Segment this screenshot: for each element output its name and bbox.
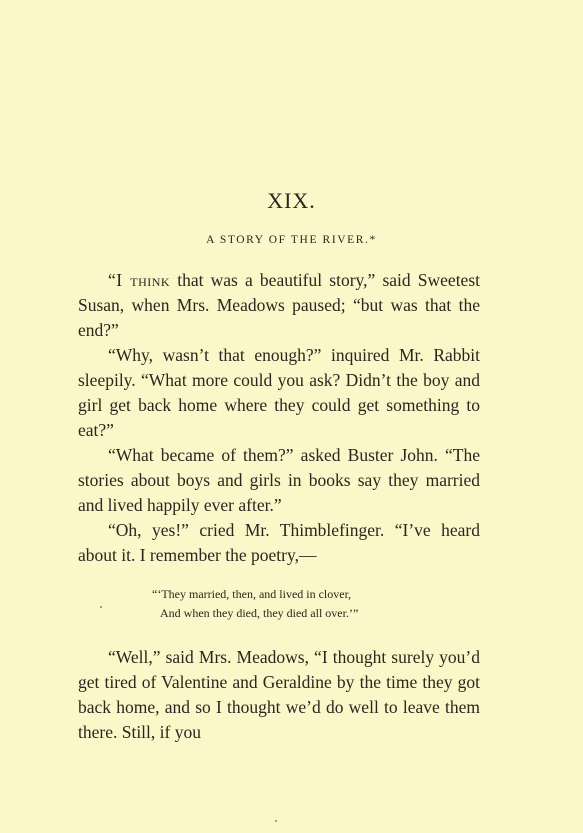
paragraph-4: “Oh, yes!” cried Mr. Thimblefinger. “I’ve heard about it. I remember the poetry,—	[78, 520, 480, 565]
paragraph-1-lead: “I think	[108, 270, 171, 290]
verse-quote	[152, 585, 480, 623]
ink-speck	[100, 606, 102, 608]
body-text	[78, 268, 480, 745]
verse-line-1: “‘They married, then, and lived in clover,	[152, 587, 352, 601]
paragraph-1-text: that was a beautiful story,” said Sweetest Susan, when Mrs. Meadows paused; “but was that the end?”	[78, 270, 480, 340]
chapter-title: A STORY OF THE RIVER.*	[206, 234, 377, 246]
paragraph-5: “Well,” said Mrs. Meadows, “I thought surely you’d get tired of Valentine and Geraldine by the time they got back home, and so I thought we’d do well to leave them there. Still, if you	[78, 647, 480, 742]
paragraph-2: “Why, wasn’t that enough?” inquired Mr. Rabbit sleepily. “What more could you ask? Didn’t the boy and girl get back home where they could get something to eat?”	[78, 345, 480, 440]
ink-speck	[275, 820, 277, 822]
paragraph-1	[78, 268, 480, 343]
verse-line-2: And when they died, they died all over.’”	[160, 606, 359, 620]
paragraph-3: “What became of them?” asked Buster John. “The stories about boys and girls in books say they married and lived happily ever after.”	[78, 445, 480, 515]
chapter-number: XIX.	[267, 188, 316, 213]
